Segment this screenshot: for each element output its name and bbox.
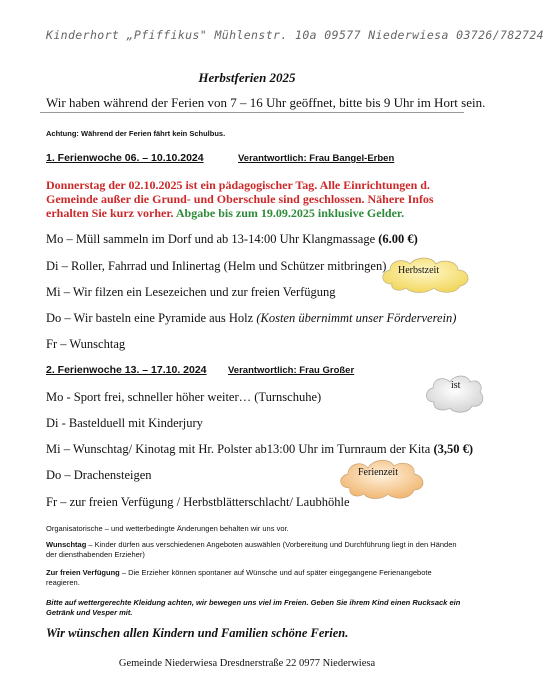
week1-thursday-text: Do – Wir basteln eine Pyramide aus Holz	[46, 311, 254, 325]
cloud-ist-label: ist	[451, 380, 461, 391]
bus-notice: Achtung: Während der Ferien fährt kein Schulbus.	[46, 129, 226, 138]
week1-heading: 1. Ferienwoche 06. – 10.10.2024	[46, 152, 204, 164]
week1-monday-price: (6.00 €)	[378, 232, 418, 246]
week1-responsible: Verantwortlich: Frau Bangel-Erben	[238, 153, 395, 164]
week2-wednesday	[46, 442, 473, 457]
wunschtag-note	[46, 540, 466, 560]
week2-tuesday: Di - Bastelduell mit Kinderjury	[46, 416, 203, 430]
notice-line-2: Gemeinde außer die Grund- und Oberschule sind geschlossen. Nähere Infos	[46, 192, 434, 206]
cloud-herbstzeit-label: Herbstzeit	[398, 265, 440, 276]
notice-line-3-red: erhalten Sie kurz vorher.	[46, 206, 174, 220]
week2-heading: 2. Ferienwoche 13. – 17.10. 2024	[46, 364, 207, 376]
week2-friday: Fr – zur freien Verfügung / Herbstblätterschlacht/ Laubhöhle	[46, 495, 350, 509]
divider	[40, 112, 464, 113]
notice-line-3	[46, 206, 434, 220]
free-choice-label: Zur freien Verfügung	[46, 568, 120, 577]
page-title: Herbstferien 2025	[198, 70, 296, 85]
clothing-note: Bitte auf wettergerechte Kleidung achten, wir bewegen uns viel im Freien. Geben Sie ihrem Kind einen Rucksack ein Getränk und Vesper mit.	[46, 598, 461, 617]
notice-block	[46, 178, 434, 220]
free-choice-text: – Die Erzieher können spontaner auf Wünsche und auf später eingegangene Ferienangebote reagieren.	[46, 568, 432, 587]
week1-thursday-note: (Kosten übernimmt unser Förderverein)	[256, 311, 457, 325]
week1-monday-text: Mo – Müll sammeln im Dorf und ab 13-14:00 Uhr Klangmassage	[46, 232, 376, 246]
notice-line-1: Donnerstag der 02.10.2025 ist ein pädagogischer Tag. Alle Einrichtungen d.	[46, 178, 430, 192]
week1-thursday	[46, 311, 456, 326]
week2-wednesday-text: Mi – Wunschtag/ Kinotag mit Hr. Polster ab13:00 Uhr im Turnraum der Kita	[46, 442, 431, 456]
wunschtag-label: Wunschtag	[46, 540, 87, 549]
week1-friday: Fr – Wunschtag	[46, 337, 126, 351]
week2-thursday: Do – Drachensteigen	[46, 468, 152, 482]
week2-wednesday-price: (3,50 €)	[433, 442, 474, 456]
wunschtag-text: – Kinder dürfen aus verschiedenen Angeboten auswählen (Vorbereitung und Durchführung liegt in den Händen der diensthabenden Erzieher)	[46, 540, 457, 559]
opening-hours: Wir haben während der Ferien von 7 – 16 Uhr geöffnet, bitte bis 9 Uhr im Hort sein.	[46, 95, 486, 110]
closing-wish: Wir wünschen allen Kindern und Familien schöne Ferien.	[46, 626, 349, 640]
changes-note: Organisatorische – und wetterbedingte Änderungen behalten wir uns vor.	[46, 524, 289, 533]
footer-address: Gemeinde Niederwiesa Dresdnerstraße 22 0977 Niederwiesa	[118, 658, 376, 669]
header-address: Kinderhort „Pfiffikus" Mühlenstr. 10a 09577 Niederwiesa 03726/782724	[46, 28, 544, 42]
week1-tuesday: Di – Roller, Fahrrad und Inlinertag (Helm und Schützer mitbringen)	[46, 259, 387, 273]
free-choice-note	[46, 568, 466, 588]
cloud-ferienzeit	[338, 456, 426, 502]
week1-wednesday: Mi – Wir filzen ein Lesezeichen und zur freien Verfügung	[46, 285, 336, 299]
cloud-ist	[424, 372, 486, 416]
week1-monday	[46, 232, 418, 247]
cloud-ferienzeit-label: Ferienzeit	[358, 467, 398, 478]
week2-responsible: Verantwortlich: Frau Großer	[228, 365, 355, 376]
week2-monday: Mo - Sport frei, schneller höher weiter… (Turnschuhe)	[46, 390, 322, 404]
notice-deadline: Abgabe bis zum 19.09.2025 inklusive Gelder.	[175, 206, 405, 220]
